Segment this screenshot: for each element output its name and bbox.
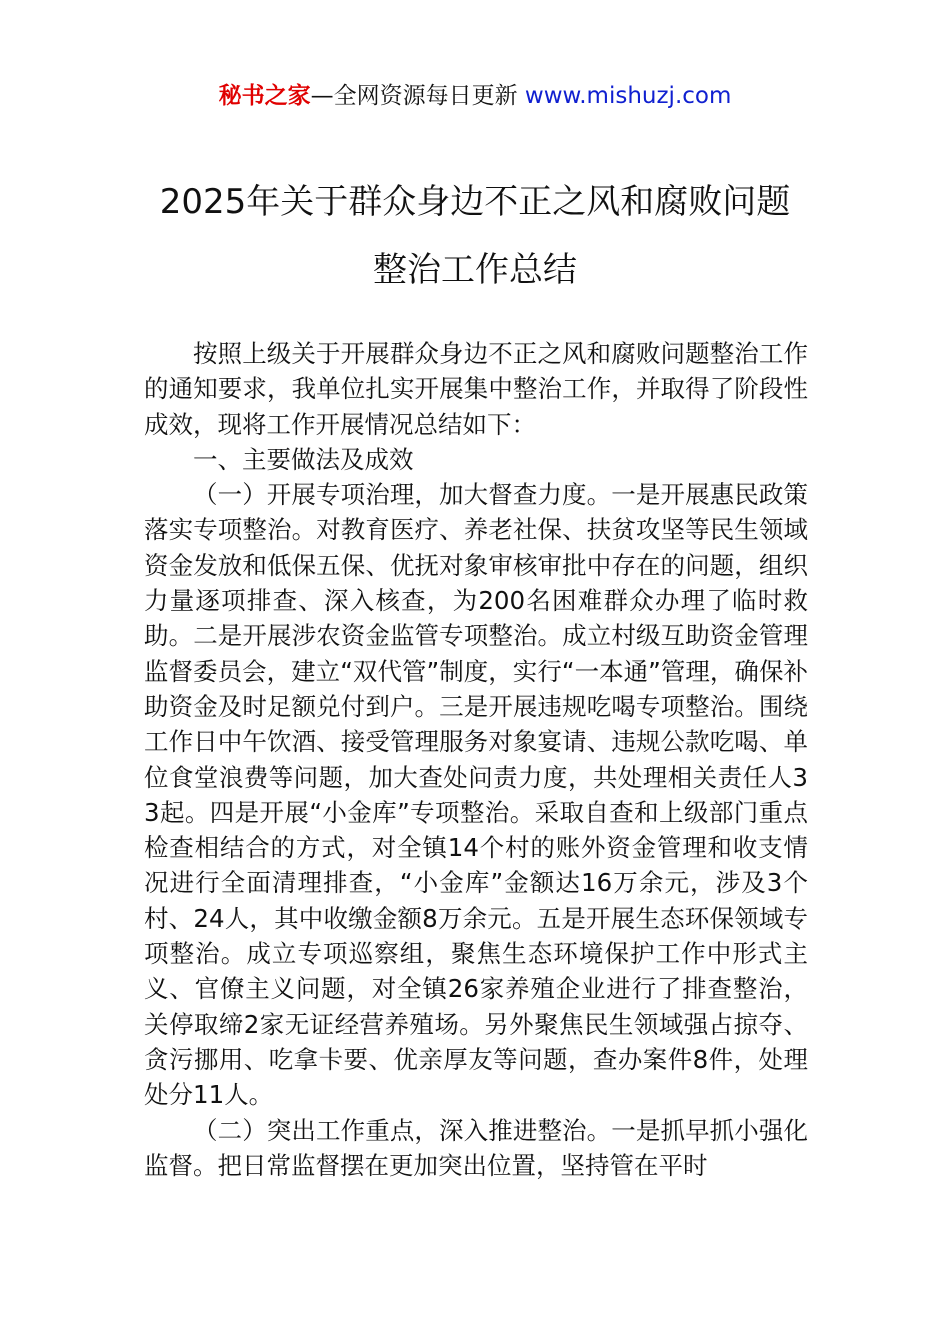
site-tagline: —全网资源每日更新 [310,83,518,109]
site-url-link[interactable]: www.mishuzj.com [524,83,732,109]
site-brand: 秘书之家 [218,83,311,109]
intro-paragraph: 按照上级关于开展群众身边不正之风和腐败问题整治工作的通知要求，我单位扎实开展集中整治工作，并取得了阶段性成效，现将工作开展情况总结如下： [144,339,808,439]
document-title-line-1: 2025年关于群众身边不正之风和腐败问题 [159,182,791,222]
body-paragraph: （二）突出工作重点，深入推进整治。一是抓早抓小强化监督。把日常监督摆在更加突出位置，坚持管在平时 [144,1115,808,1180]
site-header [0,80,950,112]
document-body [144,336,808,1183]
document-title-line-2: 整治工作总结 [373,250,577,290]
section-heading: 一、主要做法及成效 [193,444,414,474]
body-paragraph: （一）开展专项治理，加大督查力度。一是开展惠民政策落实专项整治。对教育医疗、养老社保、扶贫攻坚等民生领域资金发放和低保五保、优抚对象审核审批中存在的问题，组织力量逐项排查、深入核查，为200名困难群众办理了临时救助。二是开展涉农资金监管专项整治。成立村级互助资金管理监督委员会，建立“双代管”制度，实行“一本通”管理，确保补助资金及时足额兑付到户。三是开展违规吃喝专项整治。围绕工作日中午饮酒、接受管理服务对象宴请、违规公款吃喝、单位食堂浪费等问题，加大查处问责力度，共处理相关责任人33起。四是开展“小金库”专项整治。采取自查和上级部门重点检查相结合的方式，对全镇14个村的账外资金管理和收支情况进行全面清理排查，“小金库”金额达16万余元，涉及3个村、24人，其中收缴金额8万余元。五是开展生态环保领域专项整治。成立专项巡察组，聚焦生态环境保护工作中形式主义、官僚主义问题，对全镇26家养殖企业进行了排查整治，关停取缔2家无证经营养殖场。另外聚焦民生领域强占掠夺、贪污挪用、吃拿卡要、优亲厚友等问题，查办案件8件，处理处分11人。 [144,480,808,1110]
